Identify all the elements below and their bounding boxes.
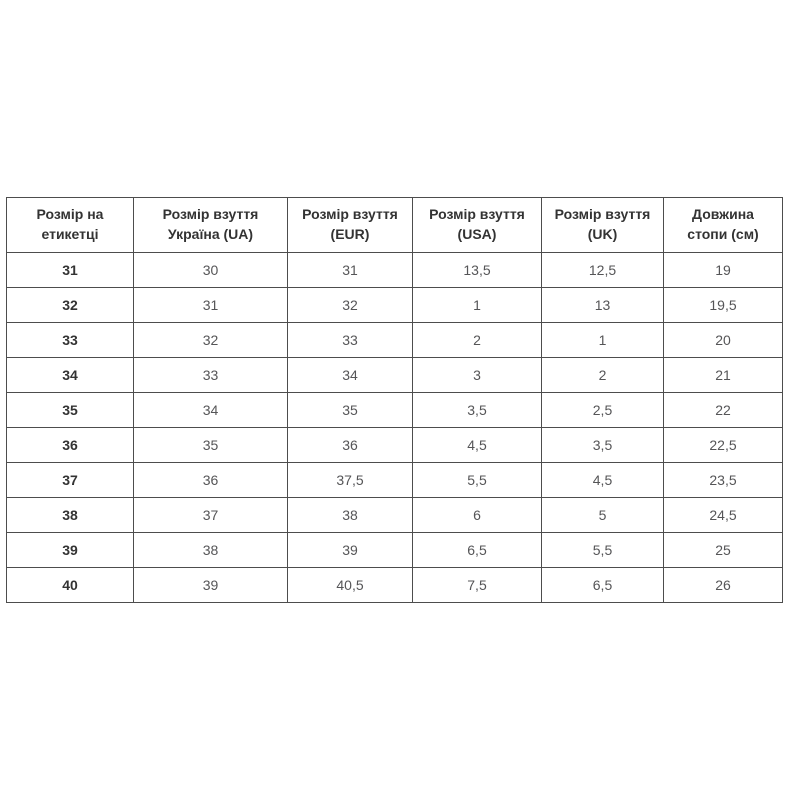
table-row — [7, 393, 783, 428]
table-cell: 32 — [288, 288, 413, 323]
table-cell: 34 — [288, 358, 413, 393]
table-cell: 25 — [664, 533, 783, 568]
table-cell: 35 — [288, 393, 413, 428]
table-cell: 34 — [134, 393, 288, 428]
shoe-size-conversion-table — [6, 197, 783, 603]
table-cell: 22,5 — [664, 428, 783, 463]
table-row — [7, 428, 783, 463]
table-cell: 23,5 — [664, 463, 783, 498]
table-row — [7, 358, 783, 393]
table-row — [7, 533, 783, 568]
label-cell: 34 — [7, 358, 134, 393]
table-cell: 39 — [134, 568, 288, 603]
label-cell: 35 — [7, 393, 134, 428]
table-cell: 39 — [288, 533, 413, 568]
table-cell: 6 — [413, 498, 542, 533]
label-cell: 40 — [7, 568, 134, 603]
table-cell: 1 — [542, 323, 664, 358]
table-row — [7, 288, 783, 323]
table-cell: 4,5 — [413, 428, 542, 463]
table-cell: 37,5 — [288, 463, 413, 498]
table-cell: 19 — [664, 253, 783, 288]
label-cell: 37 — [7, 463, 134, 498]
table-cell: 38 — [134, 533, 288, 568]
table-cell: 38 — [288, 498, 413, 533]
table-row — [7, 323, 783, 358]
table-cell: 35 — [134, 428, 288, 463]
table-row — [7, 498, 783, 533]
table-cell: 2 — [413, 323, 542, 358]
table-cell: 5,5 — [542, 533, 664, 568]
header-cell: Розмір взуття (UK) — [542, 198, 664, 253]
label-cell: 32 — [7, 288, 134, 323]
table-row — [7, 568, 783, 603]
label-cell: 31 — [7, 253, 134, 288]
table-cell: 30 — [134, 253, 288, 288]
table-cell: 24,5 — [664, 498, 783, 533]
table-cell: 13,5 — [413, 253, 542, 288]
table-header — [7, 198, 783, 253]
table-cell: 5 — [542, 498, 664, 533]
table-cell: 2 — [542, 358, 664, 393]
table-cell: 33 — [288, 323, 413, 358]
table-cell: 7,5 — [413, 568, 542, 603]
table-cell: 4,5 — [542, 463, 664, 498]
label-cell: 39 — [7, 533, 134, 568]
table-cell: 31 — [288, 253, 413, 288]
table-cell: 3,5 — [413, 393, 542, 428]
label-cell: 36 — [7, 428, 134, 463]
table-cell: 22 — [664, 393, 783, 428]
table-cell: 36 — [288, 428, 413, 463]
table-cell: 21 — [664, 358, 783, 393]
table-cell: 40,5 — [288, 568, 413, 603]
table-row — [7, 463, 783, 498]
header-cell: Розмір на етикетці — [7, 198, 134, 253]
table-cell: 12,5 — [542, 253, 664, 288]
table-cell: 37 — [134, 498, 288, 533]
header-cell: Довжина стопи (см) — [664, 198, 783, 253]
table-cell: 3 — [413, 358, 542, 393]
table-cell: 36 — [134, 463, 288, 498]
table-cell: 1 — [413, 288, 542, 323]
table-cell: 3,5 — [542, 428, 664, 463]
table-cell: 20 — [664, 323, 783, 358]
header-cell: Розмір взуття (USA) — [413, 198, 542, 253]
header-cell: Розмір взуття Україна (UA) — [134, 198, 288, 253]
table-cell: 13 — [542, 288, 664, 323]
label-cell: 33 — [7, 323, 134, 358]
table-body — [7, 253, 783, 603]
table-cell: 31 — [134, 288, 288, 323]
table-cell: 6,5 — [542, 568, 664, 603]
table-cell: 19,5 — [664, 288, 783, 323]
table-cell: 5,5 — [413, 463, 542, 498]
table-cell: 2,5 — [542, 393, 664, 428]
table-cell: 32 — [134, 323, 288, 358]
table-cell: 33 — [134, 358, 288, 393]
table-row — [7, 253, 783, 288]
header-row — [7, 198, 783, 253]
table-cell: 26 — [664, 568, 783, 603]
label-cell: 38 — [7, 498, 134, 533]
header-cell: Розмір взуття (EUR) — [288, 198, 413, 253]
table-cell: 6,5 — [413, 533, 542, 568]
